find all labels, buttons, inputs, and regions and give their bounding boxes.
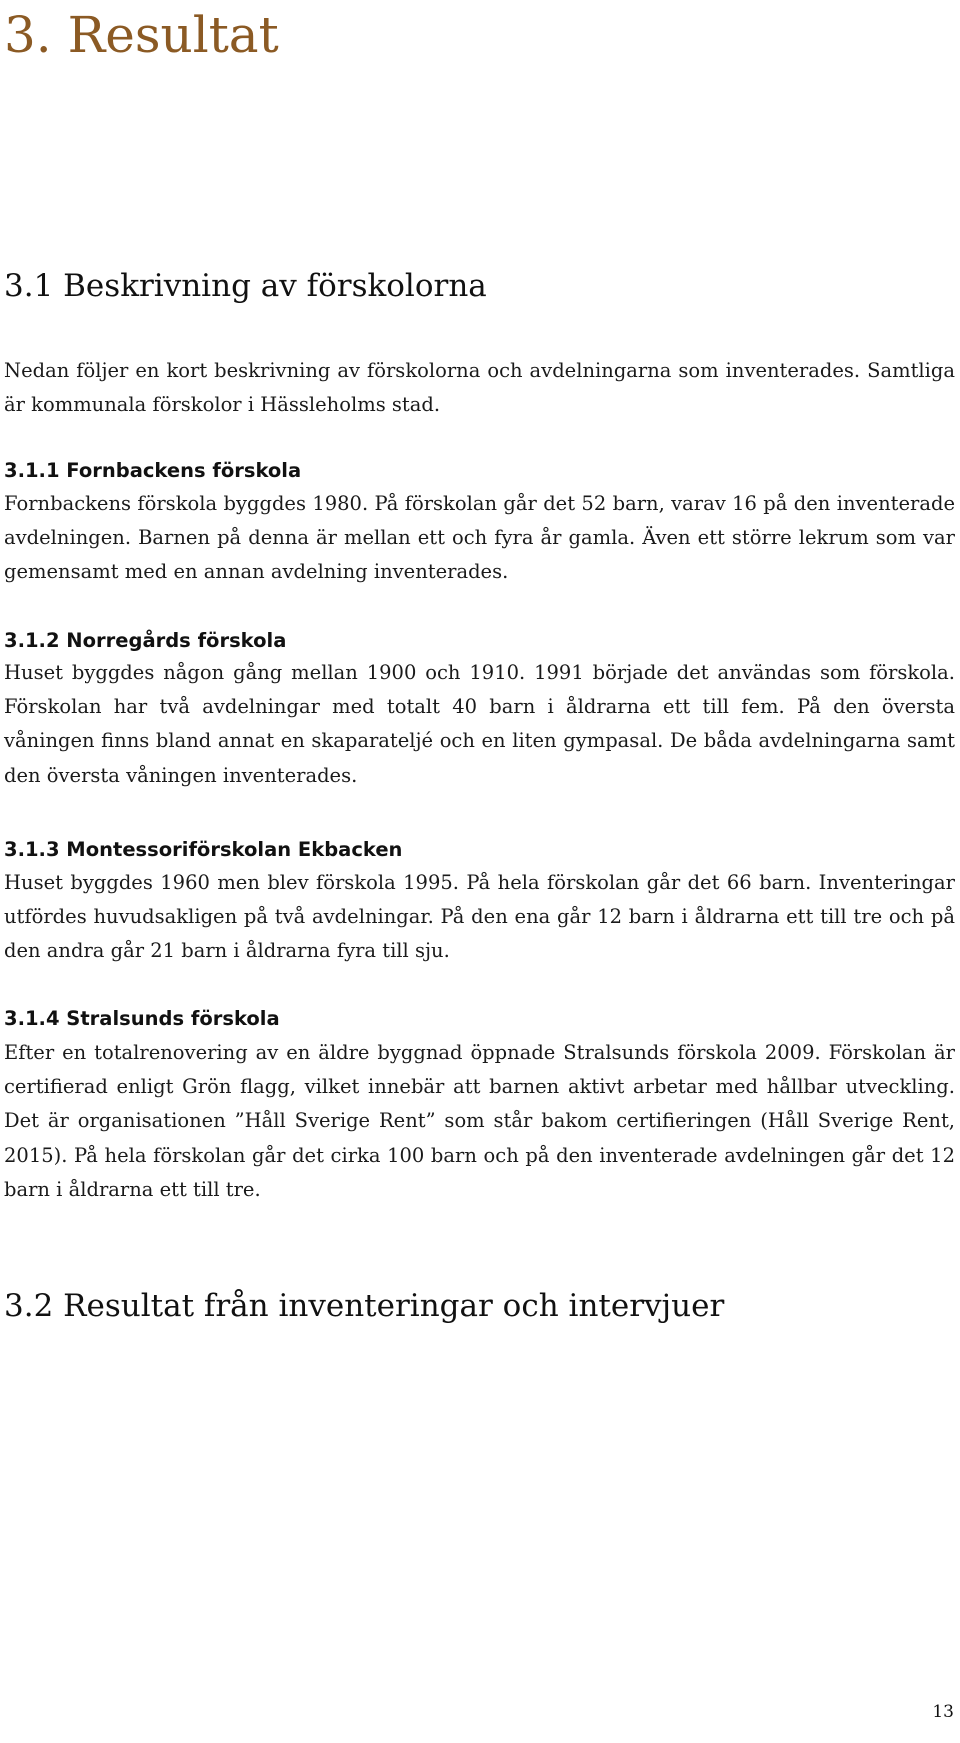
chapter-title: 3. Resultat — [4, 6, 279, 64]
subsection-heading-norregard: 3.1.2 Norregårds förskola — [4, 629, 287, 652]
paragraph-stralsund: Efter en totalrenovering av en äldre byggnad öppnade Stralsunds förskola 2009. Förskolan är certifierad enligt Grön flagg, vilket innebär att barnen aktivt arbetar med hållbar utveckling. Det är organisationen ”Håll Sverige Rent” som står bakom certifieringen (Håll Sverige Rent, 2015). På hela förskolan går det cirka 100 barn och på den inventerade avdelningen går det 12 barn i åldrarna ett till tre. — [4, 1041, 955, 1201]
intro-paragraph: Nedan följer en kort beskrivning av förskolorna och avdelningarna som inventerades. Samtliga är kommunala förskolor i Hässleholms stad. — [4, 359, 955, 417]
subsection-heading-ekbacken: 3.1.3 Montessoriförskolan Ekbacken — [4, 838, 403, 861]
paragraph-ekbacken: Huset byggdes 1960 men blev förskola 1995. På hela förskolan går det 66 barn. Inventeringar utfördes huvudsakligen på två avdelningar. På den ena går 12 barn i åldrarna ett till tre och på den andra går 21 barn i åldrarna fyra till sju. — [4, 871, 955, 963]
subsection-heading-stralsund: 3.1.4 Stralsunds förskola — [4, 1007, 280, 1030]
subsection-heading-fornbacken: 3.1.1 Fornbackens förskola — [4, 459, 302, 482]
section-title-3-2: 3.2 Resultat från inventeringar och intervjuer — [4, 1288, 725, 1324]
page-number: 13 — [932, 1702, 954, 1722]
paragraph-norregard: Huset byggdes någon gång mellan 1900 och 1910. 1991 började det användas som förskola. Förskolan har två avdelningar med totalt 40 barn i åldrarna ett till fem. På den översta våningen finns bland annat en skaparateljé och en liten gympasal. De båda avdelningarna samt den översta våningen inventerades. — [4, 661, 955, 787]
paragraph-fornbacken: Fornbackens förskola byggdes 1980. På förskolan går det 52 barn, varav 16 på den inventerade avdelningen. Barnen på denna är mellan ett och fyra år gamla. Även ett större lekrum som var gemensamt med en annan avdelning inventerades. — [4, 492, 955, 584]
section-title-3-1: 3.1 Beskrivning av förskolorna — [4, 268, 487, 304]
